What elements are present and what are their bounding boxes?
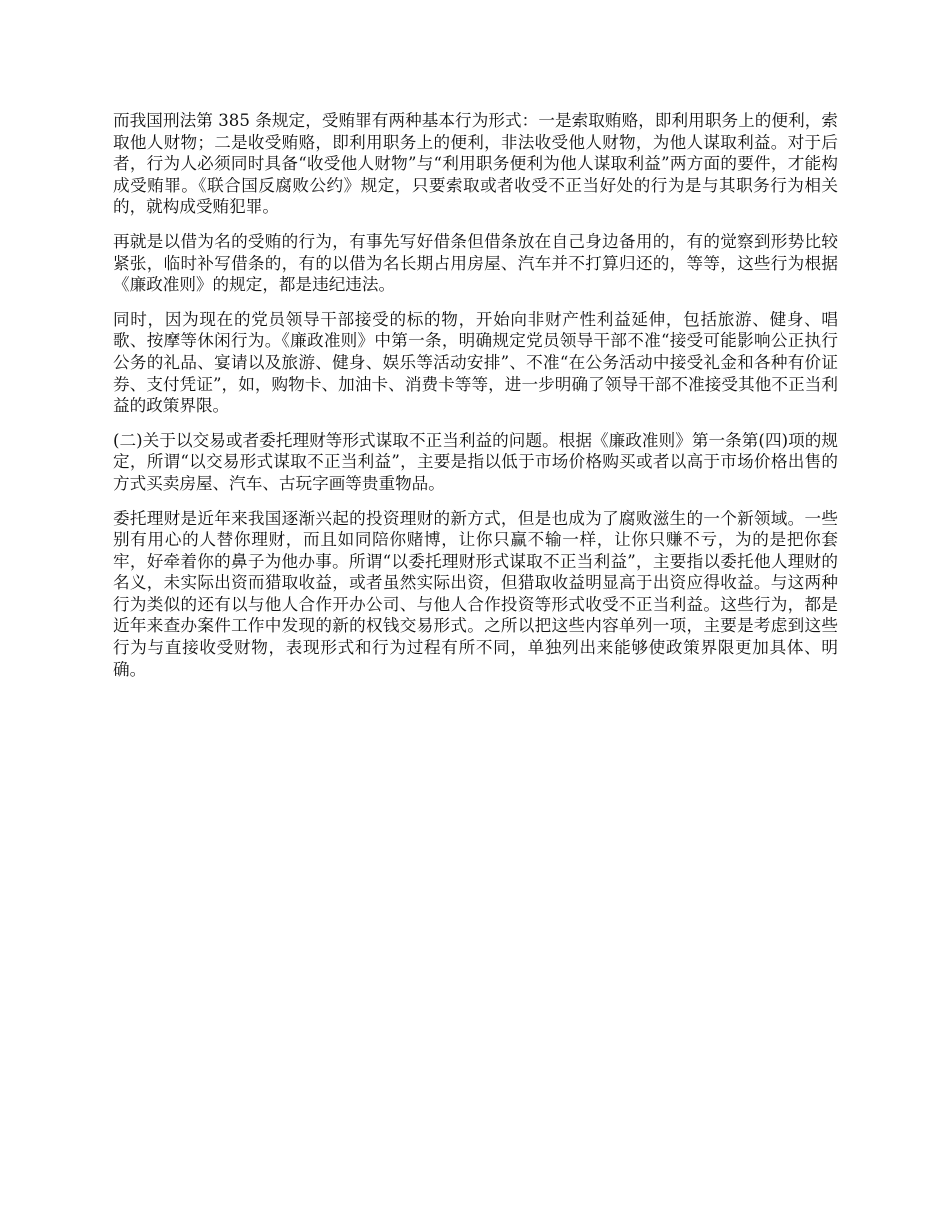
paragraph-4: (二)关于以交易或者委托理财等形式谋取不正当利益的问题。根据《廉政准则》第一条第(四)项的规定，所谓“以交易形式谋取不正当利益”，主要是指以低于市场价格购买或者以高于市场价格出售的方式买卖房屋、汽车、古玩字画等贵重物品。 (113, 430, 838, 493)
document-page (113, 110, 838, 693)
paragraph-1: 而我国刑法第 385 条规定，受贿罪有两种基本行为形式：一是索取贿赂，即利用职务上的便利，索取他人财物；二是收受贿赂，即利用职务上的便利，非法收受他人财物，为他人谋取利益。对于后者，行为人必须同时具备“收受他人财物”与“利用职务便利为他人谋取利益”两方面的要件，才能构成受贿罪。《联合国反腐败公约》规定，只要索取或者收受不正当好处的行为是与其职务行为相关的，就构成受贿犯罪。 (113, 111, 838, 217)
paragraph-5: 委托理财是近年来我国逐渐兴起的投资理财的新方式，但是也成为了腐败滋生的一个新领域。一些别有用心的人替你理财，而且如同陪你赌博，让你只赢不输一样，让你只赚不亏，为的是把你套牢，好牵着你的鼻子为他办事。所谓“以委托理财形式谋取不正当利益”，主要指以委托他人理财的名义，未实际出资而猎取收益，或者虽然实际出资，但猎取收益明显高于出资应得收益。与这两种行为类似的还有以与他人合作开办公司、与他人合作投资等形式收受不正当利益。这些行为，都是近年来查办案件工作中发现的新的权钱交易形式。之所以把这些内容单列一项，主要是考虑到这些行为与直接收受财物，表现形式和行为过程有所不同，单独列出来能够使政策界限更加具体、明确。 (113, 508, 838, 679)
paragraph-3: 同时，因为现在的党员领导干部接受的标的物，开始向非财产性利益延伸，包括旅游、健身、唱歌、按摩等休闲行为。《廉政准则》中第一条，明确规定党员领导干部不准“接受可能影响公正执行公务的礼品、宴请以及旅游、健身、娱乐等活动安排”、不准“在公务活动中接受礼金和各种有价证券、支付凭证”，如，购物卡、加油卡、消费卡等等，进一步明确了领导干部不准接受其他不正当利益的政策界限。 (113, 309, 838, 416)
paragraph-2: 再就是以借为名的受贿的行为，有事先写好借条但借条放在自己身边备用的，有的觉察到形势比较紧张，临时补写借条的，有的以借为名长期占用房屋、汽车并不打算归还的，等等，这些行为根据《廉政准则》的规定，都是违纪违法。 (113, 231, 838, 295)
